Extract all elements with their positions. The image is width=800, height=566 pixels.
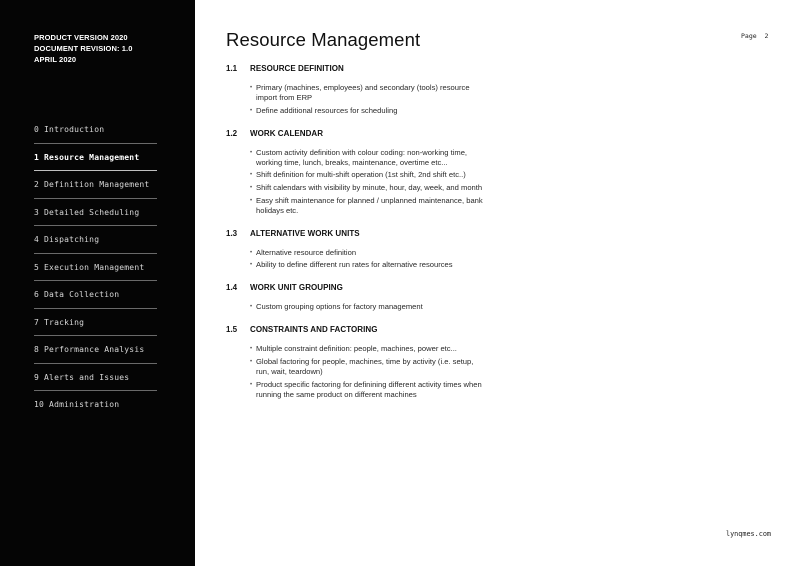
section-title: WORK UNIT GROUPING	[250, 283, 343, 293]
bullet-item: • Shift definition for multi-shift operation (1st shift, 2nd shift etc..)	[250, 170, 486, 180]
nav-item[interactable]: 2 Definition Management	[34, 171, 157, 199]
section	[226, 129, 746, 216]
product-version: PRODUCT VERSION 2020	[34, 33, 128, 42]
nav-item[interactable]: 10 Administration	[34, 400, 120, 409]
nav-item[interactable]: 5 Execution Management	[34, 254, 157, 282]
section	[226, 283, 746, 312]
section-title: CONSTRAINTS AND FACTORING	[250, 325, 378, 335]
bullet-item: • Primary (machines, employees) and secondary (tools) resource import from ERP	[250, 83, 486, 103]
nav-item[interactable]: 1 Resource Management	[34, 144, 157, 172]
section-title: RESOURCE DEFINITION	[250, 64, 344, 73]
section-number: 1.2	[226, 128, 238, 138]
page-title: Resource Management	[226, 29, 421, 50]
bullet-item: • Custom activity definition with colour coding: non-working time, working time, lunch, breaks, maintenance, overtime etc...	[250, 148, 486, 168]
nav-item[interactable]: 8 Performance Analysis	[34, 336, 157, 364]
section-heading	[226, 283, 746, 296]
nav-item[interactable]: 9 Alerts and Issues	[34, 364, 157, 392]
section-heading	[226, 229, 746, 242]
section-title: ALTERNATIVE WORK UNITS	[250, 228, 360, 238]
section-number: 1.4	[226, 283, 238, 293]
section-number: 1.3	[226, 228, 238, 238]
bullet-item: • Shift calendars with visibility by minute, hour, day, week, and month	[250, 183, 486, 193]
bullet-item: • Global factoring for people, machines, time by activity (i.e. setup, run, wait, teardown)	[250, 357, 486, 377]
nav-item[interactable]: 4 Dispatching	[34, 226, 157, 254]
bullet-item: • Define additional resources for scheduling	[250, 106, 486, 116]
section-number: 1.5	[226, 325, 238, 335]
section-heading	[226, 129, 746, 142]
bullet-list	[250, 148, 746, 216]
section-heading	[226, 325, 746, 338]
nav-item[interactable]: 7 Tracking	[34, 309, 157, 337]
nav-item[interactable]: 0 Introduction	[34, 116, 157, 144]
bullet-item: • Easy shift maintenance for planned / unplanned maintenance, bank holidays etc.	[250, 196, 486, 216]
bullet-item: • Product specific factoring for definining different activity times when running the same product on different machines	[250, 380, 486, 400]
section-heading	[226, 64, 746, 77]
sidebar	[0, 0, 195, 566]
document-meta	[34, 32, 132, 65]
section	[226, 64, 746, 116]
bullet-item: • Ability to define different run rates for alternative resources	[250, 260, 486, 270]
nav-item[interactable]: 3 Detailed Scheduling	[34, 199, 157, 227]
page-number: Page 2	[741, 32, 769, 40]
content-sections	[226, 64, 746, 413]
section-number: 1.1	[226, 64, 238, 73]
document-revision: DOCUMENT REVISION: 1.0	[34, 44, 133, 53]
bullet-item: • Custom grouping options for factory management	[250, 302, 486, 312]
bullet-list	[250, 302, 746, 312]
nav-item[interactable]: 6 Data Collection	[34, 281, 157, 309]
section	[226, 229, 746, 271]
footer-website[interactable]: lynqmes.com	[726, 530, 772, 538]
section-title: WORK CALENDAR	[250, 128, 324, 138]
table-of-contents	[34, 116, 157, 419]
section	[226, 325, 746, 399]
bullet-list	[250, 248, 746, 271]
bullet-item: • Multiple constraint definition: people, machines, power etc...	[250, 344, 486, 354]
bullet-item: • Alternative resource definition	[250, 248, 486, 258]
bullet-list	[250, 344, 746, 399]
bullet-list	[250, 83, 746, 116]
document-date: APRIL 2020	[34, 55, 77, 64]
